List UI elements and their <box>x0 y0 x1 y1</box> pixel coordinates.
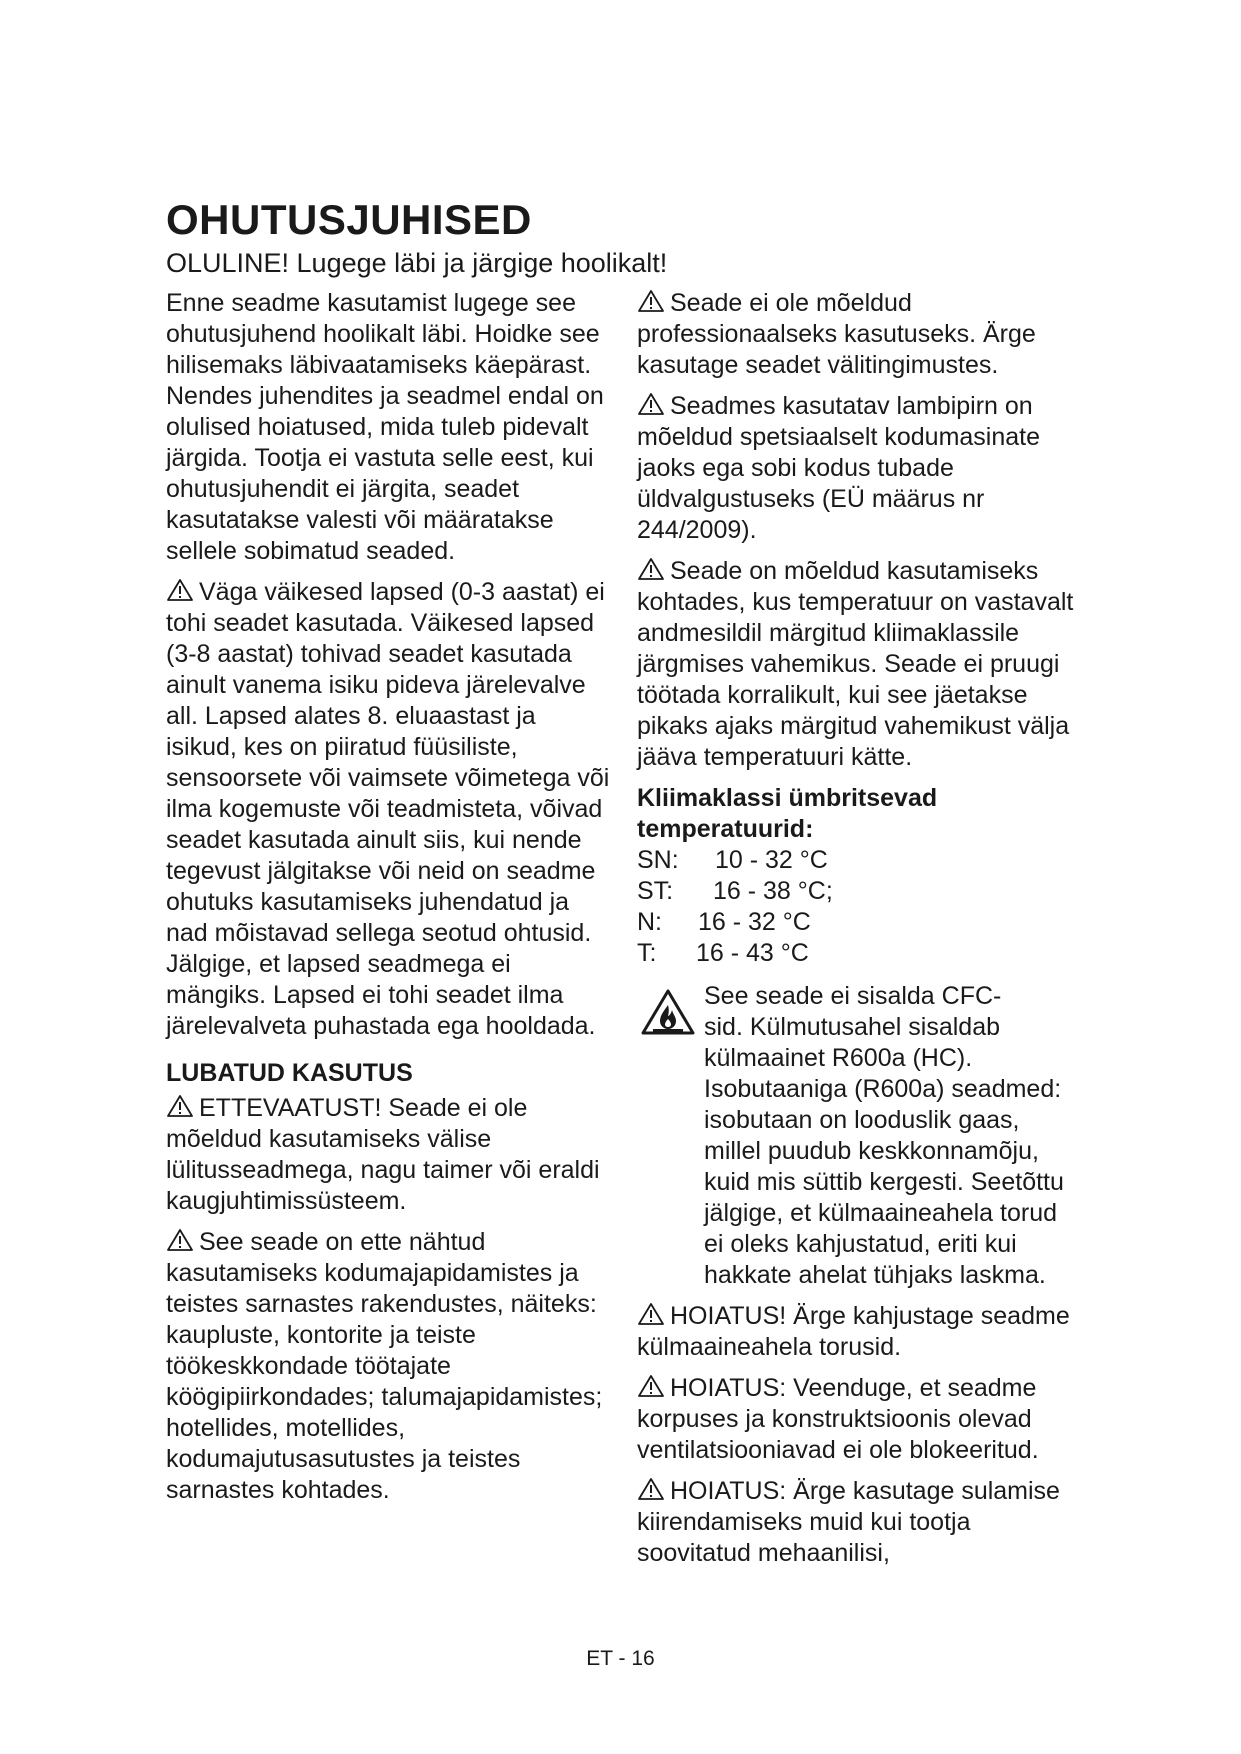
children-warning-text: Väga väikesed lapsed (0-3 aastat) ei tohi seadet kasutada. Väikesed lapsed (3-8 aastat) tohivad seadet kasutada ainult vanema isiku pideva järelevalve all. Lapsed alates 8. eluaastast ja isikud, kes on piiratud füüsiliste, sensoorsete või vaimsete võimetega või ilma kogemuste või teadmisteta, võivad seadet kasutada ainult siis, kui nende tegevust jälgitakse või neid on seadme ohutuks kasutamiseks juhendatud ja nad mõistavad sellega seotud ohtusid. Jälgige, et lapsed seadmega ei mängiks. Lapsed ei tohi seadet ilma järelevalveta puhastada ega hooldada. <box>166 578 610 1040</box>
climate-range: 16 - 43 °C <box>696 939 809 967</box>
climate-row <box>637 876 1082 907</box>
warning-vents-text: HOIATUS: Veenduge, et seadme korpuses ja konstruktsioonis olevad ventilatsiooniavad ei ole blokeeritud. <box>637 1374 1039 1464</box>
page-number: ET - 16 <box>586 1647 655 1670</box>
climate-class: ST: <box>637 877 674 905</box>
children-warning <box>166 577 611 1042</box>
warning-defrost <box>637 1476 1082 1569</box>
warning-triangle-icon <box>637 392 668 417</box>
flammable-refrigerant-notice <box>637 981 1082 1291</box>
temperature-notice <box>637 556 1082 773</box>
lamp-notice-text: Seadmes kasutatav lambipirn on mõeldud spetsiaalselt kodumasinate jaoks ega sobi kodus tubade üldvalgustuseks (EÜ määrus nr 244/2009). <box>637 392 1041 544</box>
flammable-warning-icon <box>639 985 697 1037</box>
warnings-paragraph: Nendes juhendites ja seadmel endal on olulised hoiatused, mida tuleb pidevalt järgida. Tootja ei vastuta selle eest, kui ohutusjuhendit ei järgita, seadet kasutatakse valesti või määratakse sellele sobimatud seaded. <box>166 382 604 565</box>
climate-class: N: <box>637 908 662 936</box>
climate-range: 16 - 32 °C <box>698 908 811 936</box>
climate-row <box>637 938 1082 969</box>
not-professional-text: Seade ei ole mõeldud professionaalseks kasutuseks. Ärge kasutage seadet välitingimustes. <box>637 289 1036 379</box>
climate-range: 10 - 32 °C <box>715 846 828 874</box>
warning-triangle-icon <box>637 1477 668 1502</box>
climate-class: SN: <box>637 846 679 874</box>
temperature-notice-text: Seade on mõeldud kasutamiseks kohtades, kus temperatuur on vastavalt andmesildil märgitud kliimaklassile järgmises vahemikus. Seade ei pruugi töötada korralikult, kui see jäetakse pikaks ajaks märgitud vahemikust välja jääva temperatuuri kätte. <box>637 557 1074 771</box>
climate-class: T: <box>637 939 657 967</box>
warning-triangle-icon <box>637 1374 668 1399</box>
warning-triangle-icon <box>166 1094 197 1119</box>
left-column <box>166 288 611 1506</box>
climate-class-list <box>637 845 1082 969</box>
climate-heading: Kliimaklassi ümbritsevad temperatuurid: <box>637 784 938 843</box>
lamp-notice <box>637 391 1082 546</box>
intro-paragraph: Enne seadme kasutamist lugege see ohutusjuhend hoolikalt läbi. Hoidke see hilisemaks läbivaatamiseks käepärast. <box>166 289 600 379</box>
warning-triangle-icon <box>637 557 668 582</box>
warning-triangle-icon <box>637 289 668 314</box>
climate-range: 16 - 38 °C; <box>713 877 833 905</box>
cfc-body-text: sid. Külmutusahel sisaldab külmaainet R600a (HC). Isobutaaniga (R600a) seadmed: isobutaan on looduslik gaas, millel puudub keskkonnamõju, kuid mis süttib kergesti. Seetõttu jälgige, et külmaaineahela torud ei oleks kahjustatud, eriti kui hakkate ahelat tühjaks laskma. <box>704 1013 1064 1289</box>
warning-defrost-text: HOIATUS: Ärge kasutage sulamise kiirendamiseks muid kui tootja soovitatud mehaanilisi, <box>637 1477 1060 1567</box>
section-heading-permitted-use: LUBATUD KASUTUS <box>166 1059 413 1087</box>
household-use <box>166 1227 611 1506</box>
warning-triangle-icon <box>166 1228 197 1253</box>
warning-triangle-icon <box>166 578 197 603</box>
climate-row <box>637 845 1082 876</box>
not-professional-warning <box>637 288 1082 381</box>
caution-timer <box>166 1093 611 1217</box>
warning-vents <box>637 1373 1082 1466</box>
warning-damage <box>637 1301 1082 1363</box>
right-column <box>637 288 1082 1569</box>
climate-row <box>637 907 1082 938</box>
page-subtitle: OLULINE! Lugege läbi ja järgige hoolikalt! <box>166 248 668 278</box>
warning-triangle-icon <box>637 1302 668 1327</box>
caution-timer-text: ETTEVAATUST! Seade ei ole mõeldud kasutamiseks välise lülitusseadmega, nagu taimer või eraldi kaugjuhtimissüsteem. <box>166 1094 600 1215</box>
warning-damage-text: HOIATUS! Ärge kahjustage seadme külmaaineahela torusid. <box>637 1302 1070 1361</box>
page-title: OHUTUSJUHISED <box>166 196 532 243</box>
cfc-lead-text: See seade ei sisalda CFC- <box>704 982 1002 1010</box>
household-use-text: See seade on ette nähtud kasutamiseks kodumajapidamistes ja teistes sarnastes rakendustes, näiteks: kaupluste, kontorite ja teiste töökeskkondade töötajate köögipiirkondades; talumajapidamistes; hotellides, motellides, kodumajutusasutustes ja teistes sarnastes kohtades. <box>166 1228 603 1504</box>
